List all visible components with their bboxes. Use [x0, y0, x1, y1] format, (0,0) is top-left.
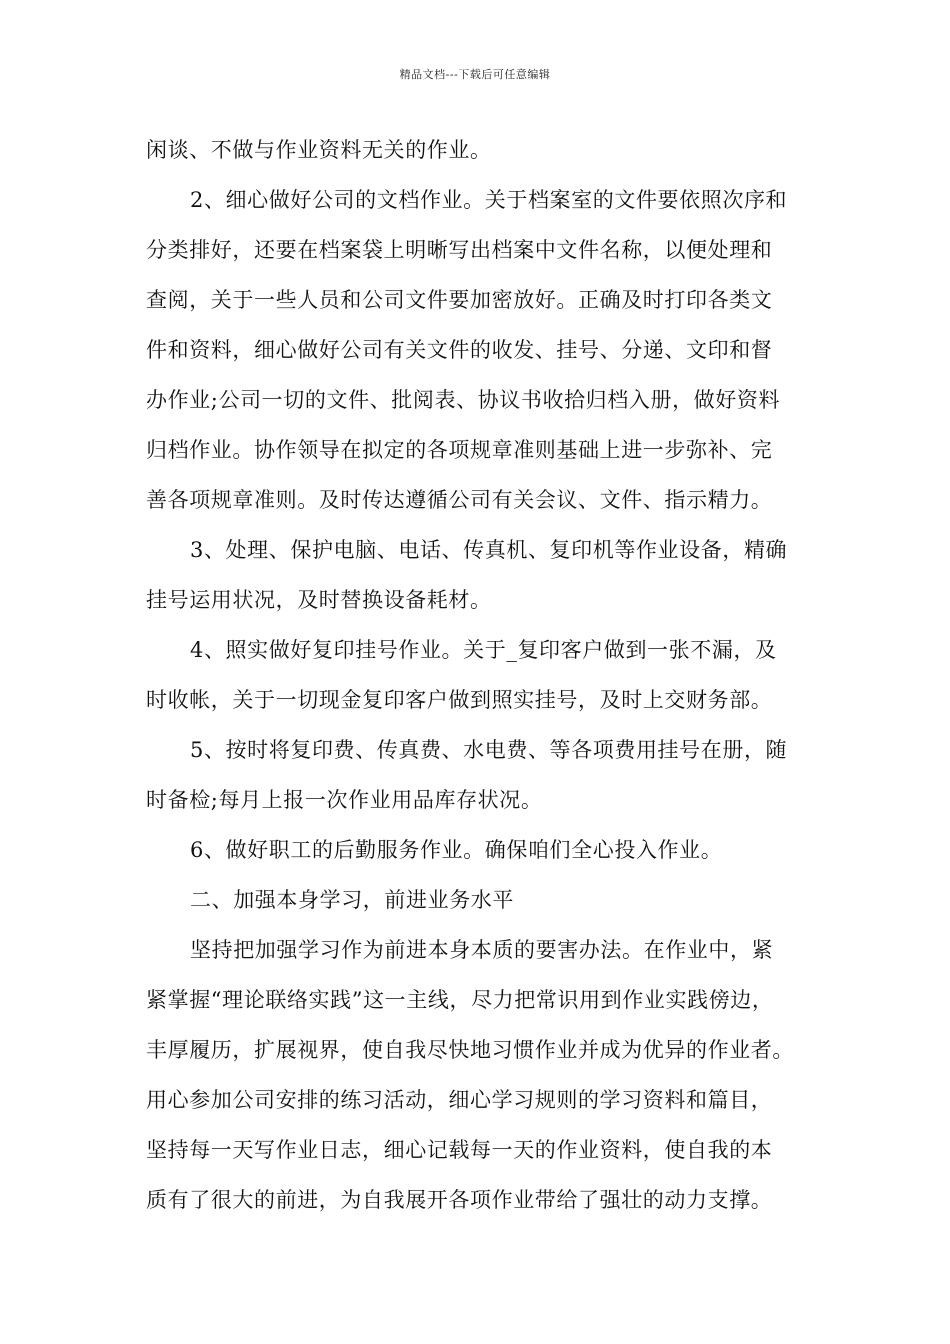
body-line: 2、细心做好公司的文档作业。关于档案室的文件要依照次序和 — [190, 188, 788, 212]
body-line: 用心参加公司安排的练习活动，细心学习规则的学习资料和篇目， — [146, 1088, 773, 1112]
body-line: 5、按时将复印费、传真费、水电费、等各项费用挂号在册，随 — [190, 738, 788, 762]
body-line: 分类排好，还要在档案袋上明晰写出档案中文件名称，以便处理和 — [146, 238, 773, 262]
body-line: 件和资料，细心做好公司有关文件的收发、挂号、分递、文印和督 — [146, 338, 773, 362]
section-heading: 二、加强本身学习，前进业务水平 — [190, 888, 514, 912]
body-line: 闲谈、不做与作业资料无关的作业。 — [146, 138, 492, 162]
body-line: 坚持每一天写作业日志，细心记载每一天的作业资料，使自我的本 — [146, 1138, 773, 1162]
body-line: 6、做好职工的后勤服务作业。确保咱们全心投入作业。 — [190, 838, 723, 862]
body-line: 4、照实做好复印挂号作业。关于_复印客户做到一张不漏，及 — [190, 638, 777, 662]
body-line: 办作业;公司一切的文件、批阅表、协议书收拾归档入册，做好资料 — [146, 388, 781, 412]
page-header: 精品文档---下载后可任意编辑 — [399, 68, 551, 81]
body-line: 归档作业。协作领导在拟定的各项规章准则基础上进一步弥补、完 — [146, 438, 773, 462]
body-line: 时收帐，关于一切现金复印客户做到照实挂号，及时上交财务部。 — [146, 688, 773, 712]
body-line: 挂号运用状况，及时替换设备耗材。 — [146, 588, 492, 612]
body-line: 紧掌握“理论联络实践”这一主线，尽力把常识用到作业实践傍边， — [146, 988, 774, 1012]
body-line: 质有了很大的前进，为自我展开各项作业带给了强壮的动力支撑。 — [146, 1188, 773, 1212]
body-line: 坚持把加强学习作为前进本身本质的要害办法。在作业中，紧 — [190, 938, 774, 962]
body-line: 3、处理、保护电脑、电话、传真机、复印机等作业设备，精确 — [190, 538, 788, 562]
body-line: 查阅，关于一些人员和公司文件要加密放好。正确及时打印各类文 — [146, 288, 773, 312]
body-line: 善各项规章准则。及时传达遵循公司有关会议、文件、指示精力。 — [146, 488, 773, 512]
body-line: 丰厚履历，扩展视界，使自我尽快地习惯作业并成为优异的作业者。 — [146, 1038, 794, 1062]
body-line: 时备检;每月上报一次作业用品库存状况。 — [146, 788, 543, 812]
